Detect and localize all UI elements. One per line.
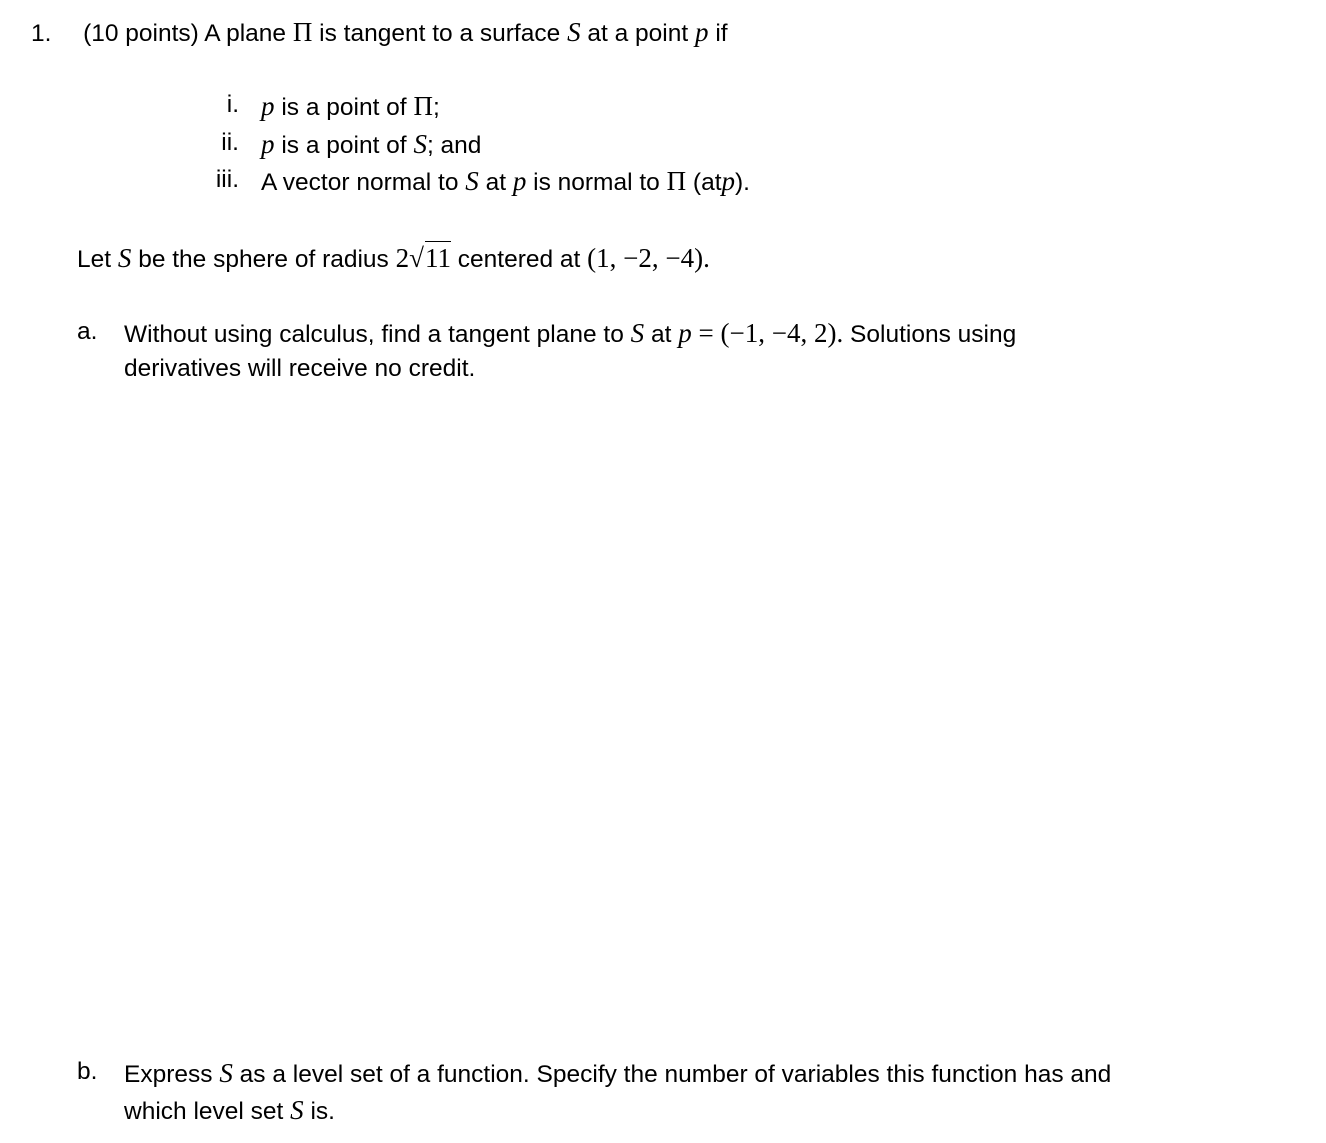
condition-marker: i.: [226, 91, 239, 118]
condition-marker: iii.: [215, 166, 239, 193]
condition-item: p is a point of S; and: [261, 129, 482, 159]
condition-item: A vector normal to S at p is normal to Π (atp).: [261, 166, 750, 196]
sphere-setup: Let S be the sphere of radius 2√11 centered at (1, −2, −4).: [77, 243, 710, 273]
part-a-question: Without using calculus, find a tangent plane to S at p = (−1, −4, 2). Solutions using: [124, 318, 1017, 348]
part-b-question-line2: which level set S is.: [124, 1095, 335, 1125]
part-a-marker: a.: [77, 318, 98, 345]
answer-space: [124, 400, 1224, 1040]
point-equation: = (−1, −4, 2).: [698, 318, 844, 348]
part-a-question-line2: derivatives will receive no credit.: [124, 355, 476, 382]
problem-number: 1.: [31, 20, 52, 47]
problem-points: (10 points): [83, 20, 199, 47]
part-b-marker: b.: [77, 1058, 98, 1085]
condition-item: p is a point of Π;: [261, 91, 440, 121]
part-b-question: Express S as a level set of a function. Specify the number of variables this function has and: [124, 1058, 1112, 1088]
problem-header: 1. (10 points) A plane Π is tangent to a surface S at a point p if: [31, 17, 728, 47]
condition-marker: ii.: [221, 129, 239, 156]
center-point: (1, −2, −4).: [587, 243, 710, 273]
radius-expression: 2√11: [395, 243, 451, 273]
